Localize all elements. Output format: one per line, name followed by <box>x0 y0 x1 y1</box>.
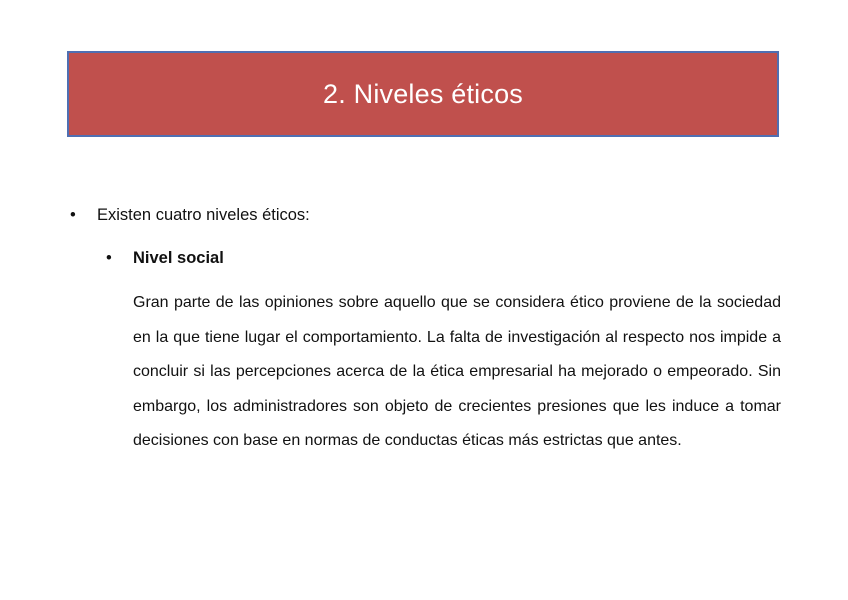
bullet-text: Existen cuatro niveles éticos: <box>97 206 310 224</box>
title-banner <box>67 51 779 137</box>
sub-bullet-dot: • <box>106 249 112 267</box>
sub-bullet-heading: Nivel social <box>133 249 224 267</box>
body-paragraph: Gran parte de las opiniones sobre aquello que se considera ético proviene de la sociedad en la que tiene lugar el comportamiento. La falta de investigación al respecto nos impide a concluir si las percepciones acerca de la ética empresarial ha mejorado o empeorado. Sin embargo, los administradores son objeto de crecientes presiones que les induce a tomar decisiones con base en normas de conductas éticas más estrictas que antes. <box>133 294 781 449</box>
bullet-dot: • <box>70 206 76 224</box>
slide-title: 2. Niveles éticos <box>323 78 523 109</box>
